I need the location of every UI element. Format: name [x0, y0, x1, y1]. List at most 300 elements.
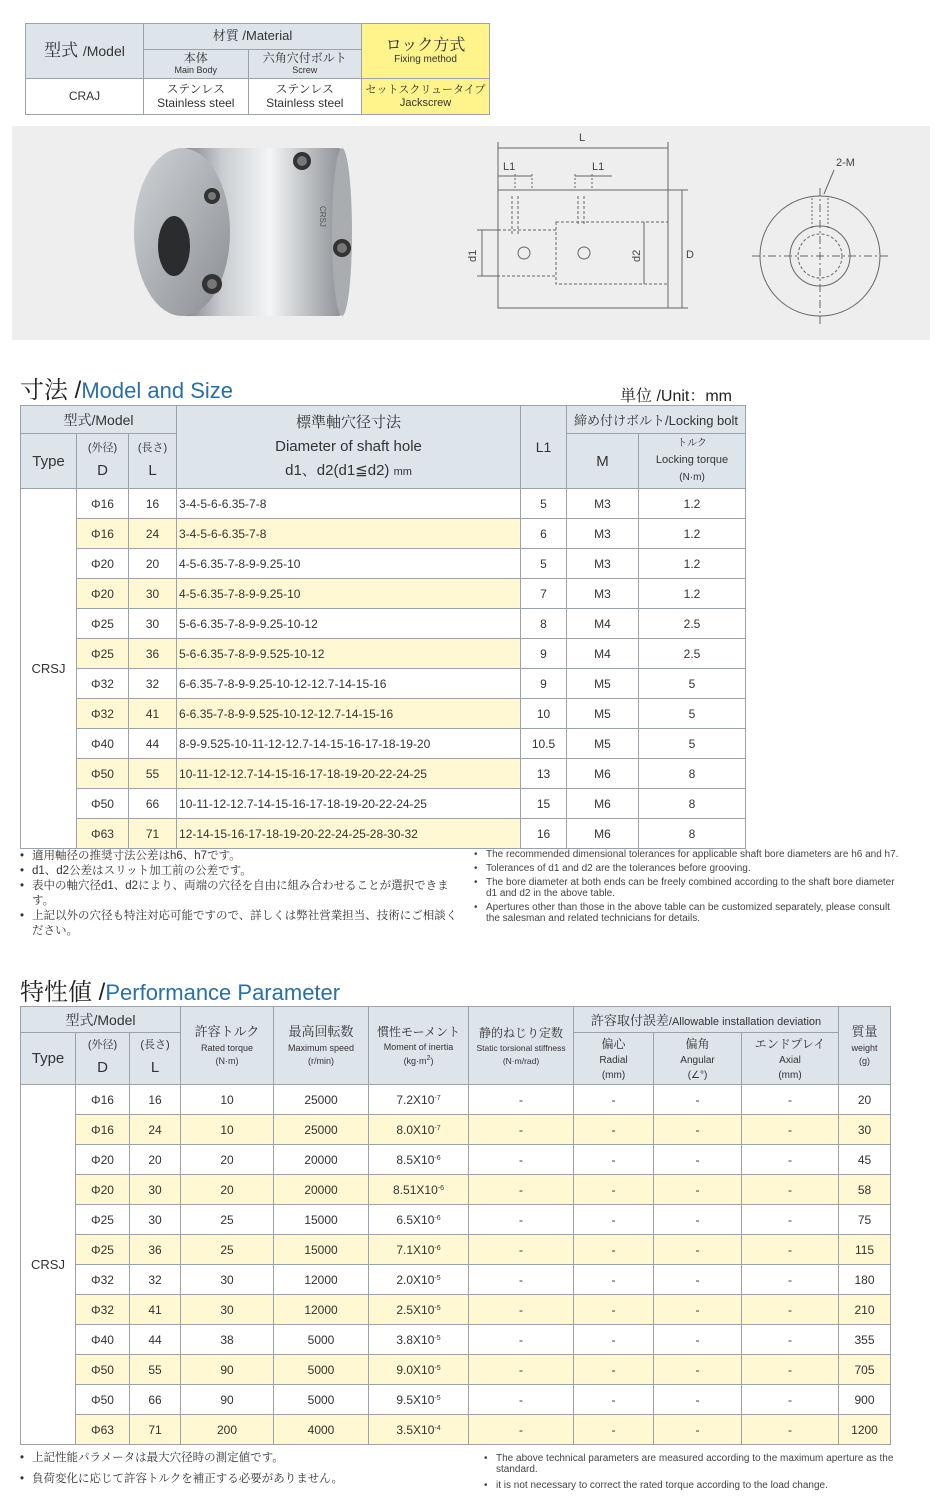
length-cell: 16 [130, 1085, 181, 1115]
max-speed-cell: 12000 [274, 1265, 369, 1295]
shaft-hole-cell: 4-5-6.35-7-8-9-9.25-10 [177, 579, 521, 609]
outer-diameter-cell: Φ25 [77, 639, 129, 669]
length-cell: 71 [129, 819, 177, 849]
radial-cell: - [574, 1085, 654, 1115]
length-cell: 16 [129, 489, 177, 519]
weight-cell: 58 [839, 1175, 891, 1205]
max-speed-cell: 5000 [274, 1325, 369, 1355]
length-cell: 44 [129, 729, 177, 759]
outer-diameter-cell: Φ16 [77, 489, 129, 519]
max-speed-cell: 25000 [274, 1085, 369, 1115]
inertia-exponent: -7 [434, 1124, 441, 1132]
max-speed-cell: 15000 [274, 1235, 369, 1265]
l1-header: L1 [521, 406, 567, 489]
weight-cell: 705 [839, 1355, 891, 1385]
type-cell: CRSJ [21, 1085, 76, 1445]
table-row [21, 579, 746, 609]
inertia-exponent: -5 [434, 1274, 441, 1282]
shaft-hole-cell: 6-6.35-7-8-9-9.525-10-12-12.7-14-15-16 [177, 699, 521, 729]
axial-cell: - [742, 1415, 839, 1445]
label-L1-left: L1 [503, 161, 516, 173]
shaft-hole-cell: 12-14-15-16-17-18-19-20-22-24-25-28-30-32 [177, 819, 521, 849]
screw-header: 六角穴付ボルト Screw [248, 50, 361, 79]
locking-torque-cell: 5 [639, 729, 746, 759]
size-section-title: 寸法 /Model and Size [20, 377, 233, 404]
inertia-exponent: -5 [434, 1394, 441, 1402]
max-speed-cell: 20000 [274, 1175, 369, 1205]
perf-note-en-2: • it is not necessary to correct the rated torque according to the load change. [484, 1480, 904, 1491]
table-row [21, 519, 746, 549]
label-L1-right: L1 [592, 161, 605, 173]
outer-diameter-cell: Φ50 [77, 759, 129, 789]
l1-cell: 5 [521, 549, 567, 579]
weight-cell: 45 [839, 1145, 891, 1175]
l1-cell: 10 [521, 699, 567, 729]
l1-cell: 15 [521, 789, 567, 819]
inertia-cell [369, 1205, 469, 1235]
perf-section-title: 特性値 /Performance Parameter [20, 979, 341, 1006]
max-speed-cell: 5000 [274, 1385, 369, 1415]
weight-cell: 75 [839, 1205, 891, 1235]
inertia-cell [369, 1265, 469, 1295]
length-cell: 55 [130, 1355, 181, 1385]
outer-diameter-cell: Φ20 [76, 1175, 130, 1205]
weight-cell: 1200 [839, 1415, 891, 1445]
outer-diameter-cell: Φ20 [77, 549, 129, 579]
table-row [21, 1265, 891, 1295]
table-row [21, 669, 746, 699]
length-cell: 24 [129, 519, 177, 549]
rated-torque-cell: 10 [181, 1115, 274, 1145]
radial-cell: - [574, 1145, 654, 1175]
table-row [21, 789, 746, 819]
angular-cell: - [654, 1115, 742, 1145]
note-en-1: • The recommended dimensional tolerances for applicable shaft bore diameters are h6 and h7. [474, 849, 904, 860]
bolt-m-header: M [567, 434, 639, 489]
note-en-3: • The bore diameter at both ends can be freely combined according to the shaft bore diameter d1 and d2 in the above table. [474, 877, 904, 899]
inertia-mantissa: 9.5X10 [396, 1392, 435, 1407]
outer-diameter-cell: Φ40 [77, 729, 129, 759]
table-row [21, 1205, 891, 1235]
outer-diameter-cell: Φ32 [77, 699, 129, 729]
size-table-body [21, 489, 746, 849]
angular-cell: - [654, 1415, 742, 1445]
locking-torque-cell: 1.2 [639, 519, 746, 549]
axial-header: エンドプレイ Axial (mm) [742, 1033, 839, 1085]
locking-torque-cell: 2.5 [639, 609, 746, 639]
label-L: L [579, 132, 586, 144]
locking-bolt-header: 締め付けボルト/Locking bolt [567, 406, 746, 434]
angular-cell: - [654, 1175, 742, 1205]
perf-notes-jp [20, 1451, 460, 1487]
bolt-size-cell: M5 [567, 669, 639, 699]
perf-note-jp-1: • 上記性能パラメータは最大穴径時の測定値です。 [20, 1451, 460, 1466]
rated-torque-cell: 25 [181, 1235, 274, 1265]
l1-cell: 5 [521, 489, 567, 519]
weight-cell: 900 [839, 1385, 891, 1415]
outer-diameter-cell: Φ16 [76, 1085, 130, 1115]
outer-diameter-cell: Φ25 [77, 609, 129, 639]
inertia-mantissa: 3.5X10 [396, 1422, 435, 1437]
outer-diameter-cell: Φ25 [76, 1235, 130, 1265]
shaft-hole-cell: 10-11-12-12.7-14-15-16-17-18-19-20-22-24-25 [177, 789, 521, 819]
rated-torque-cell: 200 [181, 1415, 274, 1445]
weight-cell: 180 [839, 1265, 891, 1295]
stiffness-cell: - [469, 1205, 574, 1235]
bolt-size-cell: M3 [567, 579, 639, 609]
length-cell: 30 [129, 609, 177, 639]
angular-header: 偏角 Angular (∠°) [654, 1033, 742, 1085]
weight-header: 質量 weight (g) [839, 1007, 891, 1085]
inertia-cell [369, 1175, 469, 1205]
stiffness-header: 静的ねじり定数 Static torsional stiffness (N·m/rad) [469, 1007, 574, 1085]
label-D: D [686, 249, 694, 261]
bolt-size-cell: M5 [567, 729, 639, 759]
radial-header: 偏心 Radial (mm) [574, 1033, 654, 1085]
locking-torque-cell: 5 [639, 699, 746, 729]
locking-torque-cell: 8 [639, 759, 746, 789]
rated-torque-cell: 25 [181, 1205, 274, 1235]
angular-cell: - [654, 1145, 742, 1175]
size-model-header: 型式/Model [21, 406, 177, 434]
radial-cell: - [574, 1235, 654, 1265]
length-cell: 36 [130, 1235, 181, 1265]
body-material-value: ステンレス Stainless steel [144, 79, 249, 115]
axial-cell: - [742, 1265, 839, 1295]
outer-diameter-cell: Φ20 [77, 579, 129, 609]
outer-diameter-cell: Φ63 [76, 1415, 130, 1445]
stiffness-cell: - [469, 1085, 574, 1115]
rated-torque-header: 許容トルク Rated torque (N·m) [181, 1007, 274, 1085]
material-table [25, 23, 490, 115]
performance-table-body [21, 1085, 891, 1445]
table-row [21, 1175, 891, 1205]
stiffness-cell: - [469, 1355, 574, 1385]
radial-cell: - [574, 1415, 654, 1445]
coupling-photo [134, 148, 352, 316]
axial-cell: - [742, 1085, 839, 1115]
note-jp-3: • 表中の軸穴径d1、d2により、両端の穴径を自由に組み合わせることが選択できます。 [20, 879, 460, 909]
inertia-mantissa: 8.5X10 [396, 1152, 435, 1167]
locking-torque-cell: 2.5 [639, 639, 746, 669]
main-body-header: 本体 Main Body [144, 50, 249, 79]
angular-cell: - [654, 1355, 742, 1385]
inertia-cell [369, 1355, 469, 1385]
inertia-mantissa: 6.5X10 [396, 1212, 435, 1227]
shaft-hole-cell: 3-4-5-6-6.35-7-8 [177, 489, 521, 519]
inertia-mantissa: 7.1X10 [396, 1242, 435, 1257]
shaft-hole-cell: 5-6-6.35-7-8-9-9.525-10-12 [177, 639, 521, 669]
axial-cell: - [742, 1205, 839, 1235]
table-row [21, 639, 746, 669]
inertia-mantissa: 7.2X10 [396, 1092, 435, 1107]
max-speed-cell: 25000 [274, 1115, 369, 1145]
length-cell: 24 [130, 1115, 181, 1145]
angular-cell: - [654, 1325, 742, 1355]
inertia-exponent: -6 [434, 1154, 441, 1162]
inertia-cell [369, 1235, 469, 1265]
fixing-method-value: セットスクリュータイプ Jackscrew [362, 79, 490, 115]
radial-cell: - [574, 1115, 654, 1145]
radial-cell: - [574, 1355, 654, 1385]
product-image-area [12, 126, 930, 340]
inertia-header: 慣性モーメント Moment of inertia $(kg\cdot m^2)$ [369, 1007, 469, 1085]
stiffness-cell: - [469, 1325, 574, 1355]
axial-cell: - [742, 1295, 839, 1325]
l1-cell: 8 [521, 609, 567, 639]
radial-cell: - [574, 1265, 654, 1295]
l1-cell: 10.5 [521, 729, 567, 759]
radial-cell: - [574, 1385, 654, 1415]
product-marking: CRSJ [318, 206, 327, 227]
type-header: Type [21, 434, 77, 489]
angular-cell: - [654, 1385, 742, 1415]
rated-torque-cell: 10 [181, 1085, 274, 1115]
length-cell: 30 [130, 1175, 181, 1205]
outer-diameter-cell: Φ50 [76, 1355, 130, 1385]
shaft-hole-cell: 3-4-5-6-6.35-7-8 [177, 519, 521, 549]
l1-cell: 9 [521, 639, 567, 669]
table-row [21, 759, 746, 789]
shaft-hole-cell: 5-6-6.35-7-8-9-9.25-10-12 [177, 609, 521, 639]
product-illustration [12, 126, 930, 340]
od-header: (外径) D [77, 434, 129, 489]
material-header: 材質 /Material [144, 24, 362, 50]
axial-cell: - [742, 1115, 839, 1145]
inertia-cell [369, 1295, 469, 1325]
type-cell: CRSJ [21, 489, 77, 849]
length-cell: 41 [129, 699, 177, 729]
length-cell: 20 [129, 549, 177, 579]
table-row [21, 1115, 891, 1145]
inertia-mantissa: 2.0X10 [396, 1272, 435, 1287]
rated-torque-cell: 30 [181, 1265, 274, 1295]
size-table [20, 405, 746, 849]
locking-torque-cell: 1.2 [639, 489, 746, 519]
length-cell: 55 [129, 759, 177, 789]
length-header: (長さ) L [129, 434, 177, 489]
note-jp-1: • 適用軸径の推奨寸法公差はh6、h7です。 [20, 849, 460, 864]
inertia-exponent: -5 [434, 1334, 441, 1342]
outer-diameter-cell: Φ25 [76, 1205, 130, 1235]
bolt-size-cell: M3 [567, 489, 639, 519]
table-row [21, 729, 746, 759]
outer-diameter-cell: Φ50 [76, 1385, 130, 1415]
length-cell: 66 [129, 789, 177, 819]
l1-cell: 7 [521, 579, 567, 609]
max-speed-cell: 5000 [274, 1355, 369, 1385]
note-jp-4: • 上記以外の穴径も特注対応可能ですので、詳しくは弊社営業担当、技術にご相談ください。 [20, 909, 460, 939]
inertia-mantissa: 8.0X10 [396, 1122, 435, 1137]
bolt-size-cell: M6 [567, 819, 639, 849]
radial-cell: - [574, 1175, 654, 1205]
shaft-hole-cell: 4-5-6.35-7-8-9-9.25-10 [177, 549, 521, 579]
rated-torque-cell: 38 [181, 1325, 274, 1355]
perf-type-header: Type [21, 1033, 76, 1085]
angular-cell: - [654, 1235, 742, 1265]
bolt-size-cell: M4 [567, 609, 639, 639]
radial-cell: - [574, 1325, 654, 1355]
unit-label: 単位 /Unit：mm [620, 388, 733, 405]
bolt-size-cell: M3 [567, 549, 639, 579]
perf-notes-en [484, 1453, 904, 1494]
screw-material-value: ステンレス Stainless steel [248, 79, 361, 115]
inertia-exponent: -6 [434, 1244, 441, 1252]
inertia-cell [369, 1385, 469, 1415]
length-cell: 44 [130, 1325, 181, 1355]
table-row [21, 1415, 891, 1445]
inertia-cell [369, 1415, 469, 1445]
rated-torque-cell: 90 [181, 1355, 274, 1385]
axial-cell: - [742, 1355, 839, 1385]
inertia-mantissa: 9.0X10 [396, 1362, 435, 1377]
table-row [21, 1355, 891, 1385]
label-d1: d1 [467, 249, 479, 262]
locking-torque-cell: 8 [639, 789, 746, 819]
angular-cell: - [654, 1295, 742, 1325]
weight-cell: 115 [839, 1235, 891, 1265]
table-row [21, 489, 746, 519]
length-cell: 36 [129, 639, 177, 669]
bolt-size-cell: M3 [567, 519, 639, 549]
bolt-size-cell: M4 [567, 639, 639, 669]
shaft-hole-cell: 8-9-9.525-10-11-12-12.7-14-15-16-17-18-19-20 [177, 729, 521, 759]
table-row [21, 609, 746, 639]
table-row [21, 1145, 891, 1175]
perf-note-en-1: • The above technical parameters are measured according to the maximum aperture as the standard. [484, 1453, 904, 1475]
note-en-4: • Apertures other than those in the above table can be customized separately, please consult the salesman and related technicians for details. [474, 902, 904, 924]
axial-cell: - [742, 1235, 839, 1265]
inertia-cell [369, 1145, 469, 1175]
bolt-size-cell: M5 [567, 699, 639, 729]
stiffness-cell: - [469, 1235, 574, 1265]
inertia-cell [369, 1115, 469, 1145]
perf-od-header: (外径) D [76, 1033, 130, 1085]
outer-diameter-cell: Φ32 [77, 669, 129, 699]
label-d2: d2 [631, 249, 643, 262]
stiffness-cell: - [469, 1175, 574, 1205]
inertia-exponent: -6 [434, 1214, 441, 1222]
outer-diameter-cell: Φ16 [77, 519, 129, 549]
perf-note-jp-2: • 負荷変化に応じて許容トルクを補正する必要がありません。 [20, 1472, 460, 1487]
note-en-2: • Tolerances of d1 and d2 are the tolerances before grooving. [474, 863, 904, 874]
inertia-exponent: -5 [434, 1364, 441, 1372]
bolt-size-cell: M6 [567, 759, 639, 789]
inertia-exponent: -7 [434, 1094, 441, 1102]
inertia-mantissa: 2.5X10 [396, 1302, 435, 1317]
length-cell: 32 [129, 669, 177, 699]
shaft-hole-header: 標準軸穴径寸法 Diameter of shaft hole d1、d2(d1≦d2) mm [177, 406, 521, 489]
length-cell: 71 [130, 1415, 181, 1445]
length-cell: 30 [130, 1205, 181, 1235]
stiffness-cell: - [469, 1265, 574, 1295]
angular-cell: - [654, 1205, 742, 1235]
front-view-drawing [752, 170, 888, 324]
l1-cell: 13 [521, 759, 567, 789]
weight-cell: 210 [839, 1295, 891, 1325]
shaft-hole-cell: 10-11-12-12.7-14-15-16-17-18-19-20-22-24-25 [177, 759, 521, 789]
table-row [21, 1295, 891, 1325]
table-row [21, 819, 746, 849]
rated-torque-cell: 20 [181, 1175, 274, 1205]
table-row [21, 1325, 891, 1355]
weight-cell: 30 [839, 1115, 891, 1145]
l1-cell: 9 [521, 669, 567, 699]
radial-cell: - [574, 1295, 654, 1325]
table-row [21, 549, 746, 579]
inertia-exponent: -5 [434, 1304, 441, 1312]
stiffness-cell: - [469, 1145, 574, 1175]
max-speed-cell: 15000 [274, 1205, 369, 1235]
deviation-header: 許容取付誤差/Allowable installation deviation [574, 1007, 839, 1033]
inertia-cell [369, 1325, 469, 1355]
locking-torque-cell: 1.2 [639, 579, 746, 609]
inertia-mantissa: 3.8X10 [396, 1332, 435, 1347]
table-row [21, 1085, 891, 1115]
axial-cell: - [742, 1145, 839, 1175]
rated-torque-cell: 20 [181, 1145, 274, 1175]
model-value: CRAJ [26, 79, 144, 115]
axial-cell: - [742, 1325, 839, 1355]
locking-torque-cell: 5 [639, 669, 746, 699]
rated-torque-cell: 30 [181, 1295, 274, 1325]
max-speed-cell: 4000 [274, 1415, 369, 1445]
stiffness-cell: - [469, 1385, 574, 1415]
weight-cell: 20 [839, 1085, 891, 1115]
axial-cell: - [742, 1385, 839, 1415]
table-row [21, 699, 746, 729]
max-speed-cell: 20000 [274, 1145, 369, 1175]
weight-cell: 355 [839, 1325, 891, 1355]
length-cell: 41 [130, 1295, 181, 1325]
length-cell: 20 [130, 1145, 181, 1175]
size-notes-jp [20, 849, 460, 939]
stiffness-cell: - [469, 1415, 574, 1445]
inertia-exponent: -4 [434, 1424, 441, 1432]
angular-cell: - [654, 1265, 742, 1295]
table-row [21, 1235, 891, 1265]
stiffness-cell: - [469, 1115, 574, 1145]
stiffness-cell: - [469, 1295, 574, 1325]
outer-diameter-cell: Φ32 [76, 1295, 130, 1325]
inertia-cell [369, 1085, 469, 1115]
outer-diameter-cell: Φ32 [76, 1265, 130, 1295]
max-speed-header: 最高回転数 Maximum speed (r/min) [274, 1007, 369, 1085]
perf-model-header: 型式/Model [21, 1007, 181, 1033]
rated-torque-cell: 90 [181, 1385, 274, 1415]
axial-cell: - [742, 1175, 839, 1205]
perf-length-header: (長さ) L [130, 1033, 181, 1085]
outer-diameter-cell: Φ20 [76, 1145, 130, 1175]
outer-diameter-cell: Φ50 [77, 789, 129, 819]
outer-diameter-cell: Φ40 [76, 1325, 130, 1355]
radial-cell: - [574, 1205, 654, 1235]
inertia-mantissa: 8.51X10 [393, 1182, 438, 1197]
drawing-labels [467, 132, 855, 262]
shaft-hole-cell: 6-6.35-7-8-9-9.25-10-12-12.7-14-15-16 [177, 669, 521, 699]
bolt-size-cell: M6 [567, 789, 639, 819]
outer-diameter-cell: Φ16 [76, 1115, 130, 1145]
length-cell: 32 [130, 1265, 181, 1295]
l1-cell: 6 [521, 519, 567, 549]
performance-table [20, 1006, 891, 1445]
note-jp-2: • d1、d2公差はスリット加工前の公差です。 [20, 864, 460, 879]
length-cell: 30 [129, 579, 177, 609]
locking-torque-cell: 8 [639, 819, 746, 849]
outer-diameter-cell: Φ63 [77, 819, 129, 849]
inertia-exponent: -6 [437, 1184, 444, 1192]
l1-cell: 16 [521, 819, 567, 849]
